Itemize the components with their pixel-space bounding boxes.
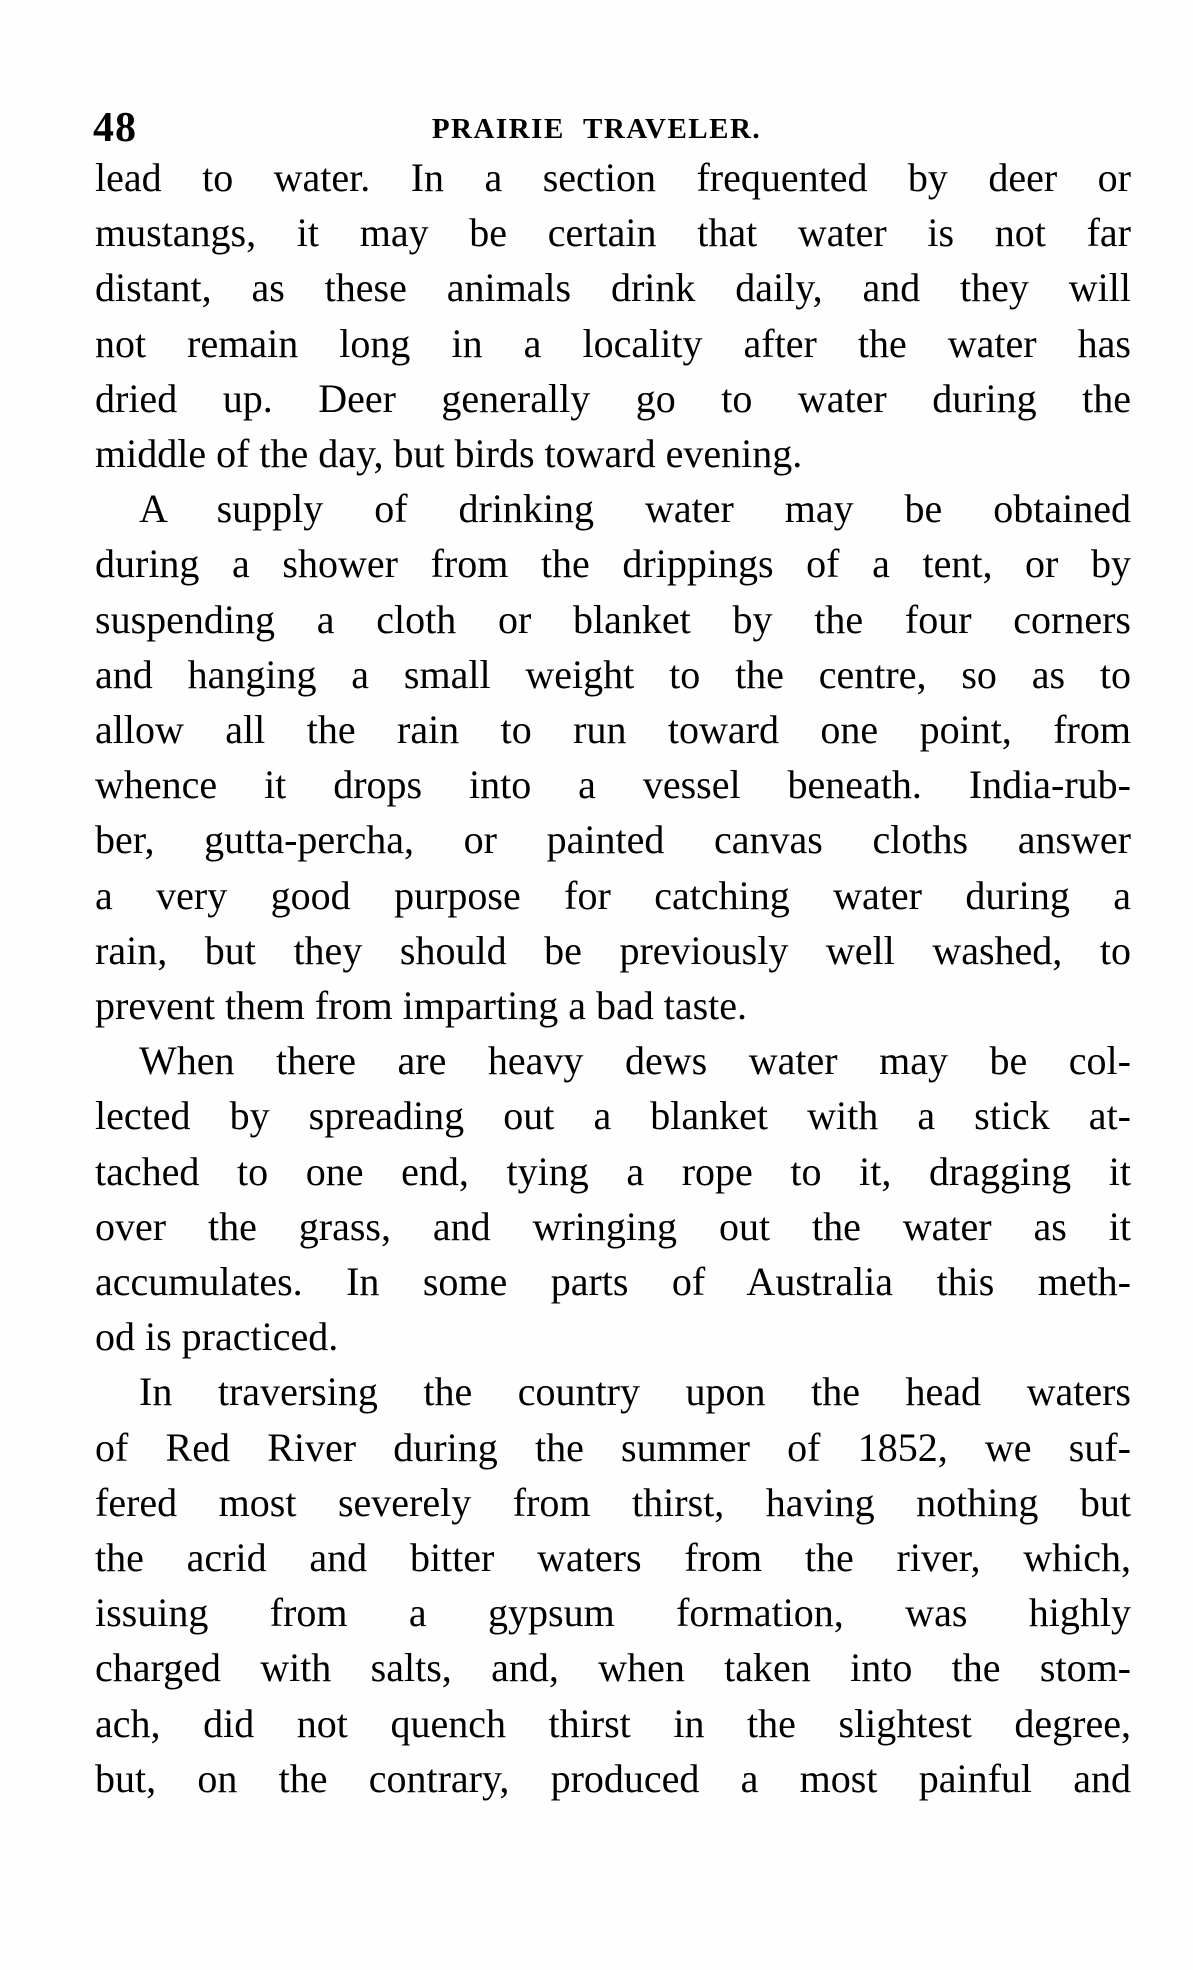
text-line: issuing from a gypsum formation, was highly [95,1590,1131,1636]
text-line: over the grass, and wringing out the water as it [95,1203,1131,1249]
text-line: accumulates. In some parts of Australia this meth- [95,1259,1131,1305]
text-line: charged with salts, and, when taken into the stom- [95,1645,1131,1691]
text-line: In traversing the country upon the head waters [139,1369,1131,1415]
body-text [95,150,1131,1806]
text-line: ach, did not quench thirst in the slightest degree, [95,1700,1131,1746]
text-line: of Red River during the summer of 1852, we suf- [95,1424,1131,1470]
text-line: distant, as these animals drink daily, and they will [95,265,1131,311]
text-line: dried up. Deer generally go to water during the [95,375,1131,421]
text-line: but, on the contrary, produced a most painful and [95,1755,1131,1801]
text-line: and hanging a small weight to the centre, so as to [95,651,1131,697]
text-line: When there are heavy dews water may be col- [139,1038,1131,1084]
running-header: PRAIRIE TRAVELER. [431,113,762,145]
text-line: rain, but they should be previously well washed, to [95,927,1131,973]
text-line: the acrid and bitter waters from the river, which, [95,1535,1131,1581]
text-line: lead to water. In a section frequented by deer or [95,155,1131,200]
text-line: suspending a cloth or blanket by the four corners [95,596,1131,642]
text-line: ber, gutta-percha, or painted canvas cloths answer [95,817,1131,863]
text-line: during a shower from the drippings of a tent, or by [95,541,1131,587]
text-line: tached to one end, tying a rope to it, dragging it [95,1148,1131,1194]
page-header [0,100,1193,154]
text-line: fered most severely from thirst, having nothing but [95,1479,1131,1525]
text-line: middle of the day, but birds toward evening. [95,431,803,477]
text-line: whence it drops into a vessel beneath. India-rub- [95,762,1131,808]
text-line: not remain long in a locality after the water has [95,320,1131,366]
text-line: od is practiced. [95,1314,339,1360]
text-line: A supply of drinking water may be obtained [139,486,1131,532]
page-number: 48 [93,105,137,151]
text-line: prevent them from imparting a bad taste. [95,983,748,1029]
text-line: a very good purpose for catching water during a [95,872,1131,918]
text-line: allow all the rain to run toward one point, from [95,707,1131,753]
text-line: lected by spreading out a blanket with a stick at- [95,1093,1131,1139]
text-line: mustangs, it may be certain that water is not far [95,210,1131,256]
